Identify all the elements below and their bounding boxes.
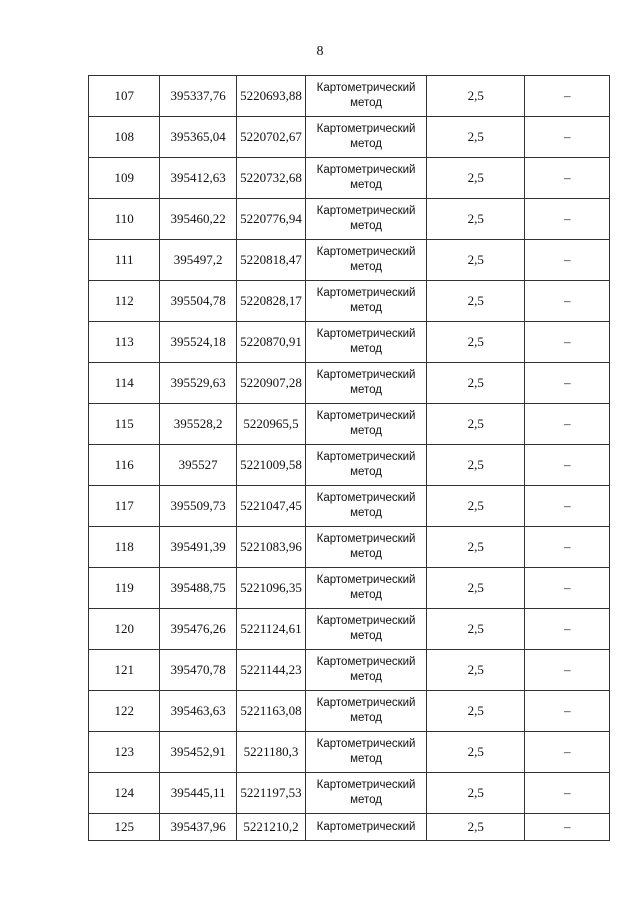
y-coordinate-cell: 5220965,5	[236, 404, 305, 445]
y-coordinate-cell: 5221124,61	[236, 609, 305, 650]
point-number-cell: 117	[89, 486, 160, 527]
x-coordinate-cell: 395497,2	[160, 240, 236, 281]
accuracy-cell: 2,5	[426, 650, 525, 691]
note-cell: –	[525, 527, 610, 568]
method-cell: Картометрический метод	[306, 281, 427, 322]
point-number-cell: 114	[89, 363, 160, 404]
note-cell: –	[525, 732, 610, 773]
point-number-cell: 118	[89, 527, 160, 568]
table-row	[89, 814, 610, 841]
accuracy-cell: 2,5	[426, 199, 525, 240]
accuracy-cell: 2,5	[426, 76, 525, 117]
page-number: 8	[316, 44, 324, 59]
point-number-cell: 111	[89, 240, 160, 281]
coordinates-table	[88, 75, 610, 841]
accuracy-cell: 2,5	[426, 322, 525, 363]
x-coordinate-cell: 395504,78	[160, 281, 236, 322]
note-cell: –	[525, 650, 610, 691]
y-coordinate-cell: 5220870,91	[236, 322, 305, 363]
accuracy-cell: 2,5	[426, 281, 525, 322]
table-row	[89, 568, 610, 609]
accuracy-cell: 2,5	[426, 445, 525, 486]
note-cell: –	[525, 486, 610, 527]
method-cell: Картометрический метод	[306, 732, 427, 773]
accuracy-cell: 2,5	[426, 773, 525, 814]
x-coordinate-cell: 395445,11	[160, 773, 236, 814]
accuracy-cell: 2,5	[426, 404, 525, 445]
x-coordinate-cell: 395452,91	[160, 732, 236, 773]
accuracy-cell: 2,5	[426, 117, 525, 158]
table-row	[89, 158, 610, 199]
point-number-cell: 120	[89, 609, 160, 650]
point-number-cell: 107	[89, 76, 160, 117]
point-number-cell: 115	[89, 404, 160, 445]
accuracy-cell: 2,5	[426, 158, 525, 199]
coordinates-table-body	[89, 76, 610, 841]
note-cell: –	[525, 158, 610, 199]
x-coordinate-cell: 395470,78	[160, 650, 236, 691]
table-row	[89, 322, 610, 363]
accuracy-cell: 2,5	[426, 691, 525, 732]
accuracy-cell: 2,5	[426, 486, 525, 527]
x-coordinate-cell: 395412,63	[160, 158, 236, 199]
x-coordinate-cell: 395488,75	[160, 568, 236, 609]
accuracy-cell: 2,5	[426, 527, 525, 568]
x-coordinate-cell: 395437,96	[160, 814, 236, 841]
y-coordinate-cell: 5220702,67	[236, 117, 305, 158]
table-row	[89, 363, 610, 404]
method-cell: Картометрический метод	[306, 486, 427, 527]
accuracy-cell: 2,5	[426, 240, 525, 281]
method-cell: Картометрический метод	[306, 240, 427, 281]
note-cell: –	[525, 240, 610, 281]
y-coordinate-cell: 5221144,23	[236, 650, 305, 691]
method-cell: Картометрический метод	[306, 322, 427, 363]
note-cell: –	[525, 404, 610, 445]
x-coordinate-cell: 395491,39	[160, 527, 236, 568]
y-coordinate-cell: 5220693,88	[236, 76, 305, 117]
method-cell: Картометрический метод	[306, 363, 427, 404]
method-cell: Картометрический метод	[306, 527, 427, 568]
method-cell: Картометрический метод	[306, 568, 427, 609]
y-coordinate-cell: 5221180,3	[236, 732, 305, 773]
x-coordinate-cell: 395529,63	[160, 363, 236, 404]
note-cell: –	[525, 117, 610, 158]
y-coordinate-cell: 5220732,68	[236, 158, 305, 199]
point-number-cell: 108	[89, 117, 160, 158]
point-number-cell: 123	[89, 732, 160, 773]
note-cell: –	[525, 773, 610, 814]
table-row	[89, 609, 610, 650]
note-cell: –	[525, 76, 610, 117]
accuracy-cell: 2,5	[426, 609, 525, 650]
method-cell: Картометрический метод	[306, 158, 427, 199]
point-number-cell: 121	[89, 650, 160, 691]
y-coordinate-cell: 5221197,53	[236, 773, 305, 814]
accuracy-cell: 2,5	[426, 568, 525, 609]
y-coordinate-cell: 5220776,94	[236, 199, 305, 240]
method-cell: Картометрический метод	[306, 650, 427, 691]
note-cell: –	[525, 568, 610, 609]
note-cell: –	[525, 322, 610, 363]
method-cell: Картометрический метод	[306, 199, 427, 240]
accuracy-cell: 2,5	[426, 732, 525, 773]
point-number-cell: 109	[89, 158, 160, 199]
x-coordinate-cell: 395509,73	[160, 486, 236, 527]
y-coordinate-cell: 5221009,58	[236, 445, 305, 486]
accuracy-cell: 2,5	[426, 814, 525, 841]
table-row	[89, 732, 610, 773]
x-coordinate-cell: 395365,04	[160, 117, 236, 158]
method-cell: Картометрический	[306, 814, 427, 841]
x-coordinate-cell: 395460,22	[160, 199, 236, 240]
table-row	[89, 486, 610, 527]
x-coordinate-cell: 395524,18	[160, 322, 236, 363]
note-cell: –	[525, 814, 610, 841]
y-coordinate-cell: 5221047,45	[236, 486, 305, 527]
note-cell: –	[525, 445, 610, 486]
point-number-cell: 122	[89, 691, 160, 732]
note-cell: –	[525, 281, 610, 322]
method-cell: Картометрический метод	[306, 691, 427, 732]
table-row	[89, 76, 610, 117]
point-number-cell: 112	[89, 281, 160, 322]
table-row	[89, 445, 610, 486]
table-row	[89, 404, 610, 445]
note-cell: –	[525, 609, 610, 650]
point-number-cell: 125	[89, 814, 160, 841]
y-coordinate-cell: 5220828,17	[236, 281, 305, 322]
method-cell: Картометрический метод	[306, 609, 427, 650]
x-coordinate-cell: 395463,63	[160, 691, 236, 732]
table-row	[89, 240, 610, 281]
method-cell: Картометрический метод	[306, 76, 427, 117]
method-cell: Картометрический метод	[306, 445, 427, 486]
method-cell: Картометрический метод	[306, 404, 427, 445]
y-coordinate-cell: 5220907,28	[236, 363, 305, 404]
table-row	[89, 199, 610, 240]
y-coordinate-cell: 5220818,47	[236, 240, 305, 281]
point-number-cell: 124	[89, 773, 160, 814]
note-cell: –	[525, 199, 610, 240]
note-cell: –	[525, 363, 610, 404]
table-row	[89, 650, 610, 691]
point-number-cell: 113	[89, 322, 160, 363]
table-row	[89, 281, 610, 322]
method-cell: Картометрический метод	[306, 117, 427, 158]
x-coordinate-cell: 395528,2	[160, 404, 236, 445]
y-coordinate-cell: 5221096,35	[236, 568, 305, 609]
point-number-cell: 110	[89, 199, 160, 240]
y-coordinate-cell: 5221083,96	[236, 527, 305, 568]
x-coordinate-cell: 395337,76	[160, 76, 236, 117]
y-coordinate-cell: 5221163,08	[236, 691, 305, 732]
point-number-cell: 119	[89, 568, 160, 609]
table-row	[89, 527, 610, 568]
method-cell: Картометрический метод	[306, 773, 427, 814]
note-cell: –	[525, 691, 610, 732]
table-row	[89, 773, 610, 814]
y-coordinate-cell: 5221210,2	[236, 814, 305, 841]
accuracy-cell: 2,5	[426, 363, 525, 404]
x-coordinate-cell: 395476,26	[160, 609, 236, 650]
table-row	[89, 117, 610, 158]
point-number-cell: 116	[89, 445, 160, 486]
table-row	[89, 691, 610, 732]
x-coordinate-cell: 395527	[160, 445, 236, 486]
